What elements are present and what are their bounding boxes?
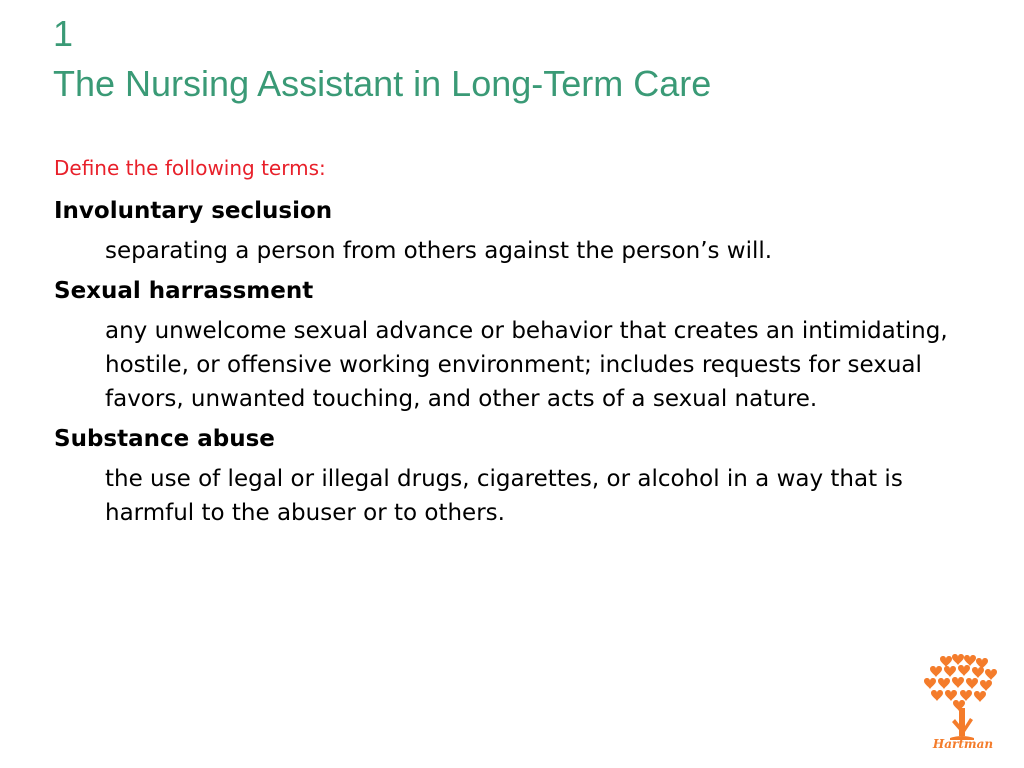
term-item: [54, 276, 984, 416]
term-item: [54, 196, 984, 268]
terms-list: [54, 196, 984, 538]
term-definition: separating a person from others against the person’s will.: [105, 238, 773, 264]
chapter-number: 1: [53, 13, 74, 54]
term-definition: the use of legal or illegal drugs, cigarettes, or alcohol in a way that is harmful to the abuser or to others.: [105, 466, 903, 526]
instruction-text: Define the following terms:: [54, 156, 326, 180]
term-heading: Sexual harrassment: [54, 278, 314, 304]
term-heading: Involuntary seclusion: [54, 198, 333, 224]
term-item: [54, 424, 984, 530]
hartman-logo-text: Hartman: [932, 737, 994, 751]
slide-title: The Nursing Assistant in Long-Term Care: [53, 63, 712, 104]
term-definition: any unwelcome sexual advance or behavior that creates an intimidating, hostile, or offensive working environment; includes requests for sexual favors, unwanted touching, and other acts of a sexual nature.: [105, 318, 948, 412]
term-heading: Substance abuse: [54, 426, 275, 452]
